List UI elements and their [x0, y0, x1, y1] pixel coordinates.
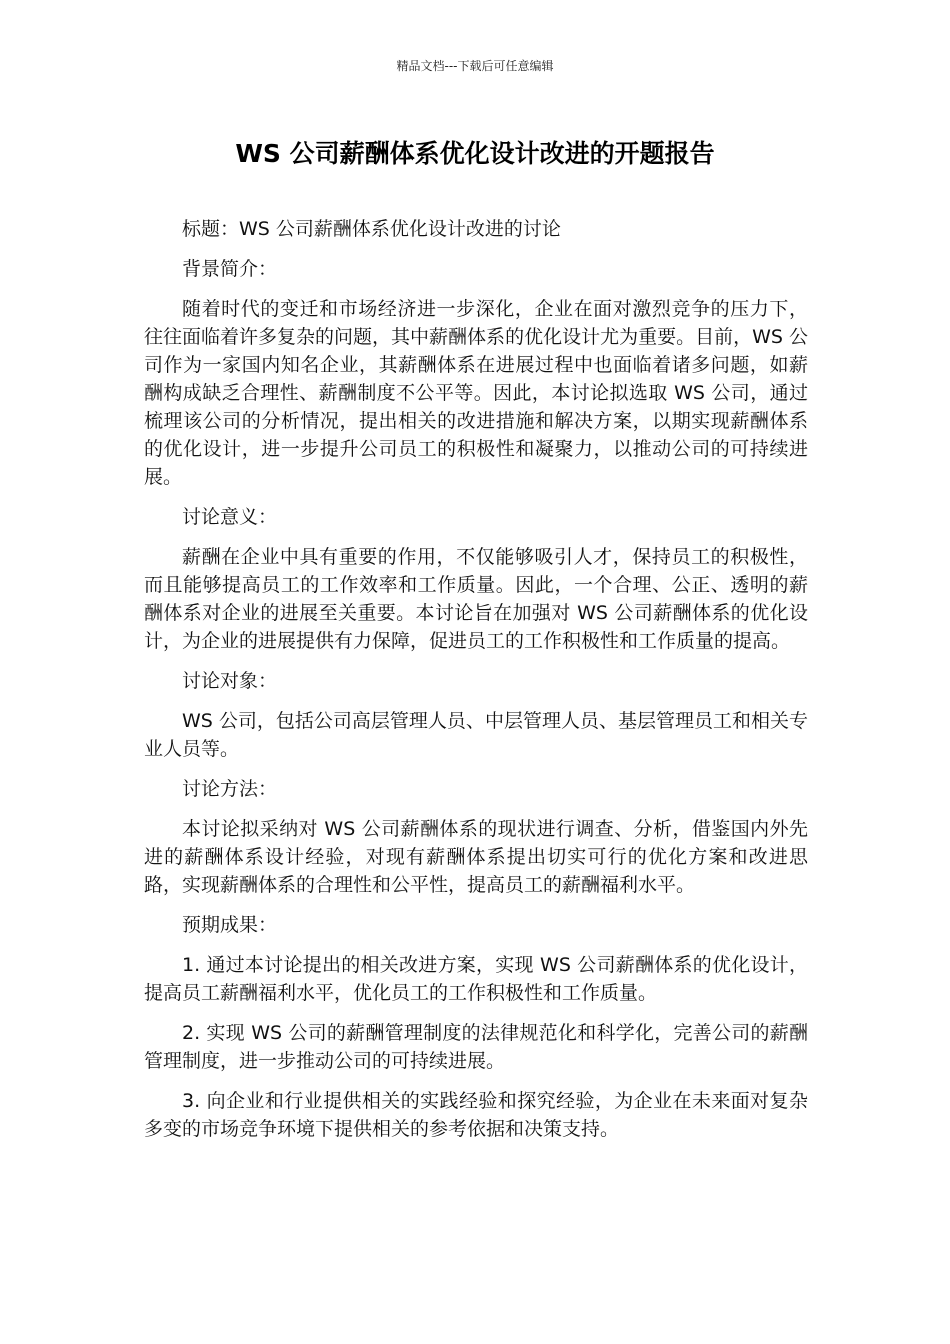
paragraph-subjects: WS 公司，包括公司高层管理人员、中层管理人员、基层管理员工和相关专业人员等。: [144, 710, 808, 760]
section-label-methods: 讨论方法：: [182, 778, 278, 800]
header-note: 精品文档---下载后可任意编辑: [396, 59, 554, 73]
paragraph-background: 随着时代的变迁和市场经济进一步深化，企业在面对激烈竞争的压力下，往往面临着许多复杂的问题，其中薪酬体系的优化设计尤为重要。目前，WS 公司作为一家国内知名企业，其薪酬体系在进展过程中也面临着诸多问题，如薪酬构成缺乏合理性、薪酬制度不公平等。因此，本讨论拟选取 WS 公司，通过梳理该公司的分析情况，提出相关的改进措施和解决方案，以期实现薪酬体系的优化设计，进一步提升公司员工的积极性和凝聚力，以推动公司的可持续进展。: [144, 298, 808, 488]
section-label-outcomes: 预期成果：: [182, 914, 278, 936]
section-label-significance: 讨论意义：: [182, 506, 278, 528]
paragraph-significance: 薪酬在企业中具有重要的作用，不仅能够吸引人才，保持员工的积极性，而且能够提高员工的工作效率和工作质量。因此，一个合理、公正、透明的薪酬体系对企业的进展至关重要。本讨论旨在加强对 WS 公司薪酬体系的优化设计，为企业的进展提供有力保障，促进员工的工作积极性和工作质量的提高。: [144, 546, 808, 652]
document-title: WS 公司薪酬体系优化设计改进的开题报告: [235, 139, 715, 168]
section-label-subjects: 讨论对象：: [182, 670, 278, 692]
paragraph-methods: 本讨论拟采纳对 WS 公司薪酬体系的现状进行调查、分析，借鉴国内外先进的薪酬体系设计经验，对现有薪酬体系提出切实可行的优化方案和改进思路，实现薪酬体系的合理性和公平性，提高员工的薪酬福利水平。: [144, 818, 808, 896]
document-body: [144, 215, 808, 1155]
outcome-item-2: 2. 实现 WS 公司的薪酬管理制度的法律规范化和科学化，完善公司的薪酬管理制度，进一步推动公司的可持续进展。: [144, 1022, 808, 1072]
outcome-item-3: 3. 向企业和行业提供相关的实践经验和探究经验，为企业在未来面对复杂多变的市场竞争环境下提供相关的参考依据和决策支持。: [144, 1090, 808, 1140]
outcome-item-1: 1. 通过本讨论提出的相关改进方案，实现 WS 公司薪酬体系的优化设计，提高员工薪酬福利水平，优化员工的工作积极性和工作质量。: [144, 954, 808, 1004]
paragraph-topic: 标题：WS 公司薪酬体系优化设计改进的讨论: [182, 218, 561, 240]
section-label-background: 背景简介：: [182, 258, 278, 280]
